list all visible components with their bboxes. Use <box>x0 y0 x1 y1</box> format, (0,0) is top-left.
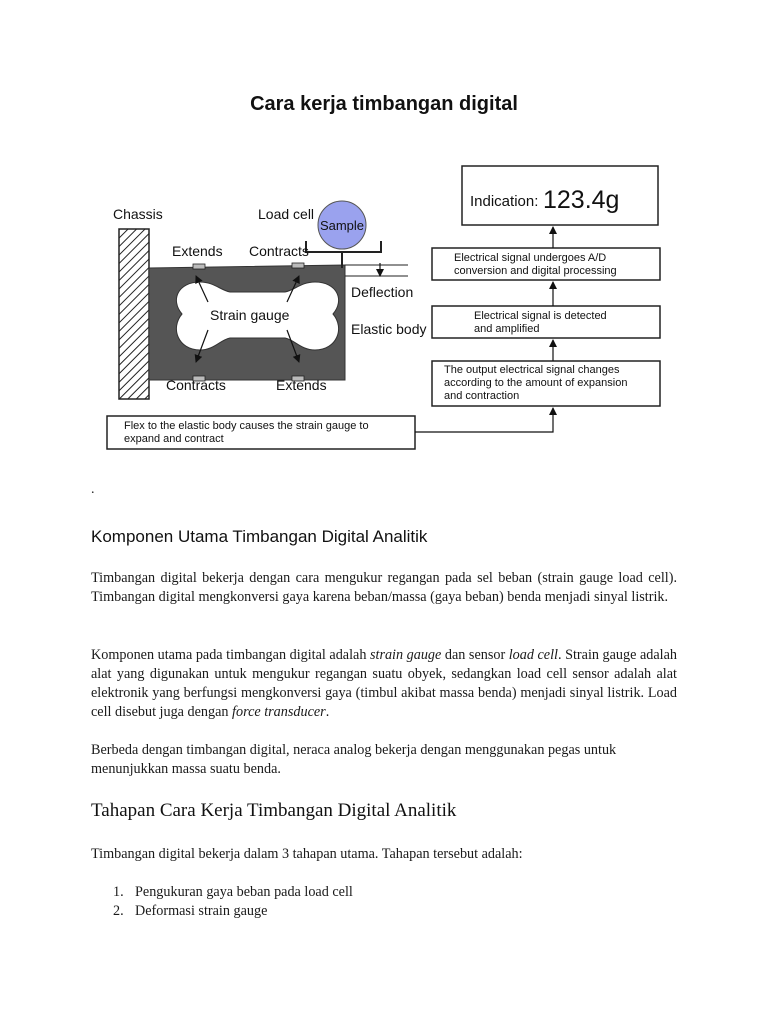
detected-line-1: Electrical signal is detected <box>474 310 607 322</box>
gauge-mark <box>292 263 304 268</box>
label-load-cell: Load cell <box>258 206 315 222</box>
paragraph-main-components: Komponen utama pada timbangan digital adalah strain gauge dan sensor load cell. Strain gauge adalah alat yang digunakan untuk mengukur regangan suatu obyek, sedangkan load cell sensor adalah alat elektronik yang berfungsi mengkonversi gaya (timbul akibat massa benda) menjadi sinyal listrik. Load cell disebut juga dengan force transducer. <box>91 647 677 720</box>
paragraph: Timbangan digital bekerja dalam 3 tahapan utama. Tahapan tersebut adalah: <box>91 846 523 862</box>
flex-line-1: Flex to the elastic body causes the strain gauge to <box>124 420 369 432</box>
term-strain-gauge: strain gauge <box>369 647 442 663</box>
output-line-3: and contraction <box>444 390 520 402</box>
indication-value: 123.4g <box>543 186 620 214</box>
flex-line-2: expand and contract <box>124 433 224 445</box>
stages-list <box>91 883 353 921</box>
page-title: Cara kerja timbangan digital <box>250 93 518 115</box>
label-deflection: Deflection <box>351 284 414 300</box>
label-extends-top: Extends <box>172 243 223 259</box>
load-cell-diagram <box>0 0 768 470</box>
term-load-cell: load cell <box>508 647 558 663</box>
output-line-1: The output electrical signal changes <box>444 364 620 376</box>
label-elastic-body: Elastic body <box>351 321 427 337</box>
label-chassis: Chassis <box>113 206 163 222</box>
term-force-transducer: force transducer <box>232 704 326 720</box>
label-contracts-bottom: Contracts <box>166 377 226 393</box>
label-sample: Sample <box>319 218 365 233</box>
label-contracts-top: Contracts <box>249 243 309 259</box>
output-line-2: according to the amount of expansion <box>444 377 628 389</box>
indication-label: Indication: <box>470 193 539 210</box>
section-heading-stages: Tahapan Cara Kerja Timbangan Digital Analitik <box>91 800 457 821</box>
ad-line-1: Electrical signal undergoes A/D <box>454 252 607 264</box>
flow-arrow <box>415 408 553 432</box>
label-strain-gauge: Strain gauge <box>210 307 290 323</box>
stray-dot: . <box>91 482 95 497</box>
paragraph: Berbeda dengan timbangan digital, neraca analog bekerja dengan menggunakan pegas untuk menunjukkan massa suatu benda. <box>91 742 617 777</box>
chassis-wall <box>119 229 149 399</box>
ad-line-2: conversion and digital processing <box>454 265 617 277</box>
list-item: 1. Pengukuran gaya beban pada load cell <box>113 884 353 900</box>
section-heading-components: Komponen Utama Timbangan Digital Analitik <box>91 527 428 546</box>
label-extends-bottom: Extends <box>276 377 327 393</box>
list-item: 2. Deformasi strain gauge <box>113 903 268 919</box>
gauge-mark <box>193 264 205 269</box>
paragraph: Timbangan digital bekerja dengan cara mengukur regangan pada sel beban (strain gauge load cell). Timbangan digital mengkonversi gaya karena beban/massa (gaya beban) benda menjadi sinyal listrik. <box>91 570 677 605</box>
detected-line-2: and amplified <box>474 323 540 335</box>
